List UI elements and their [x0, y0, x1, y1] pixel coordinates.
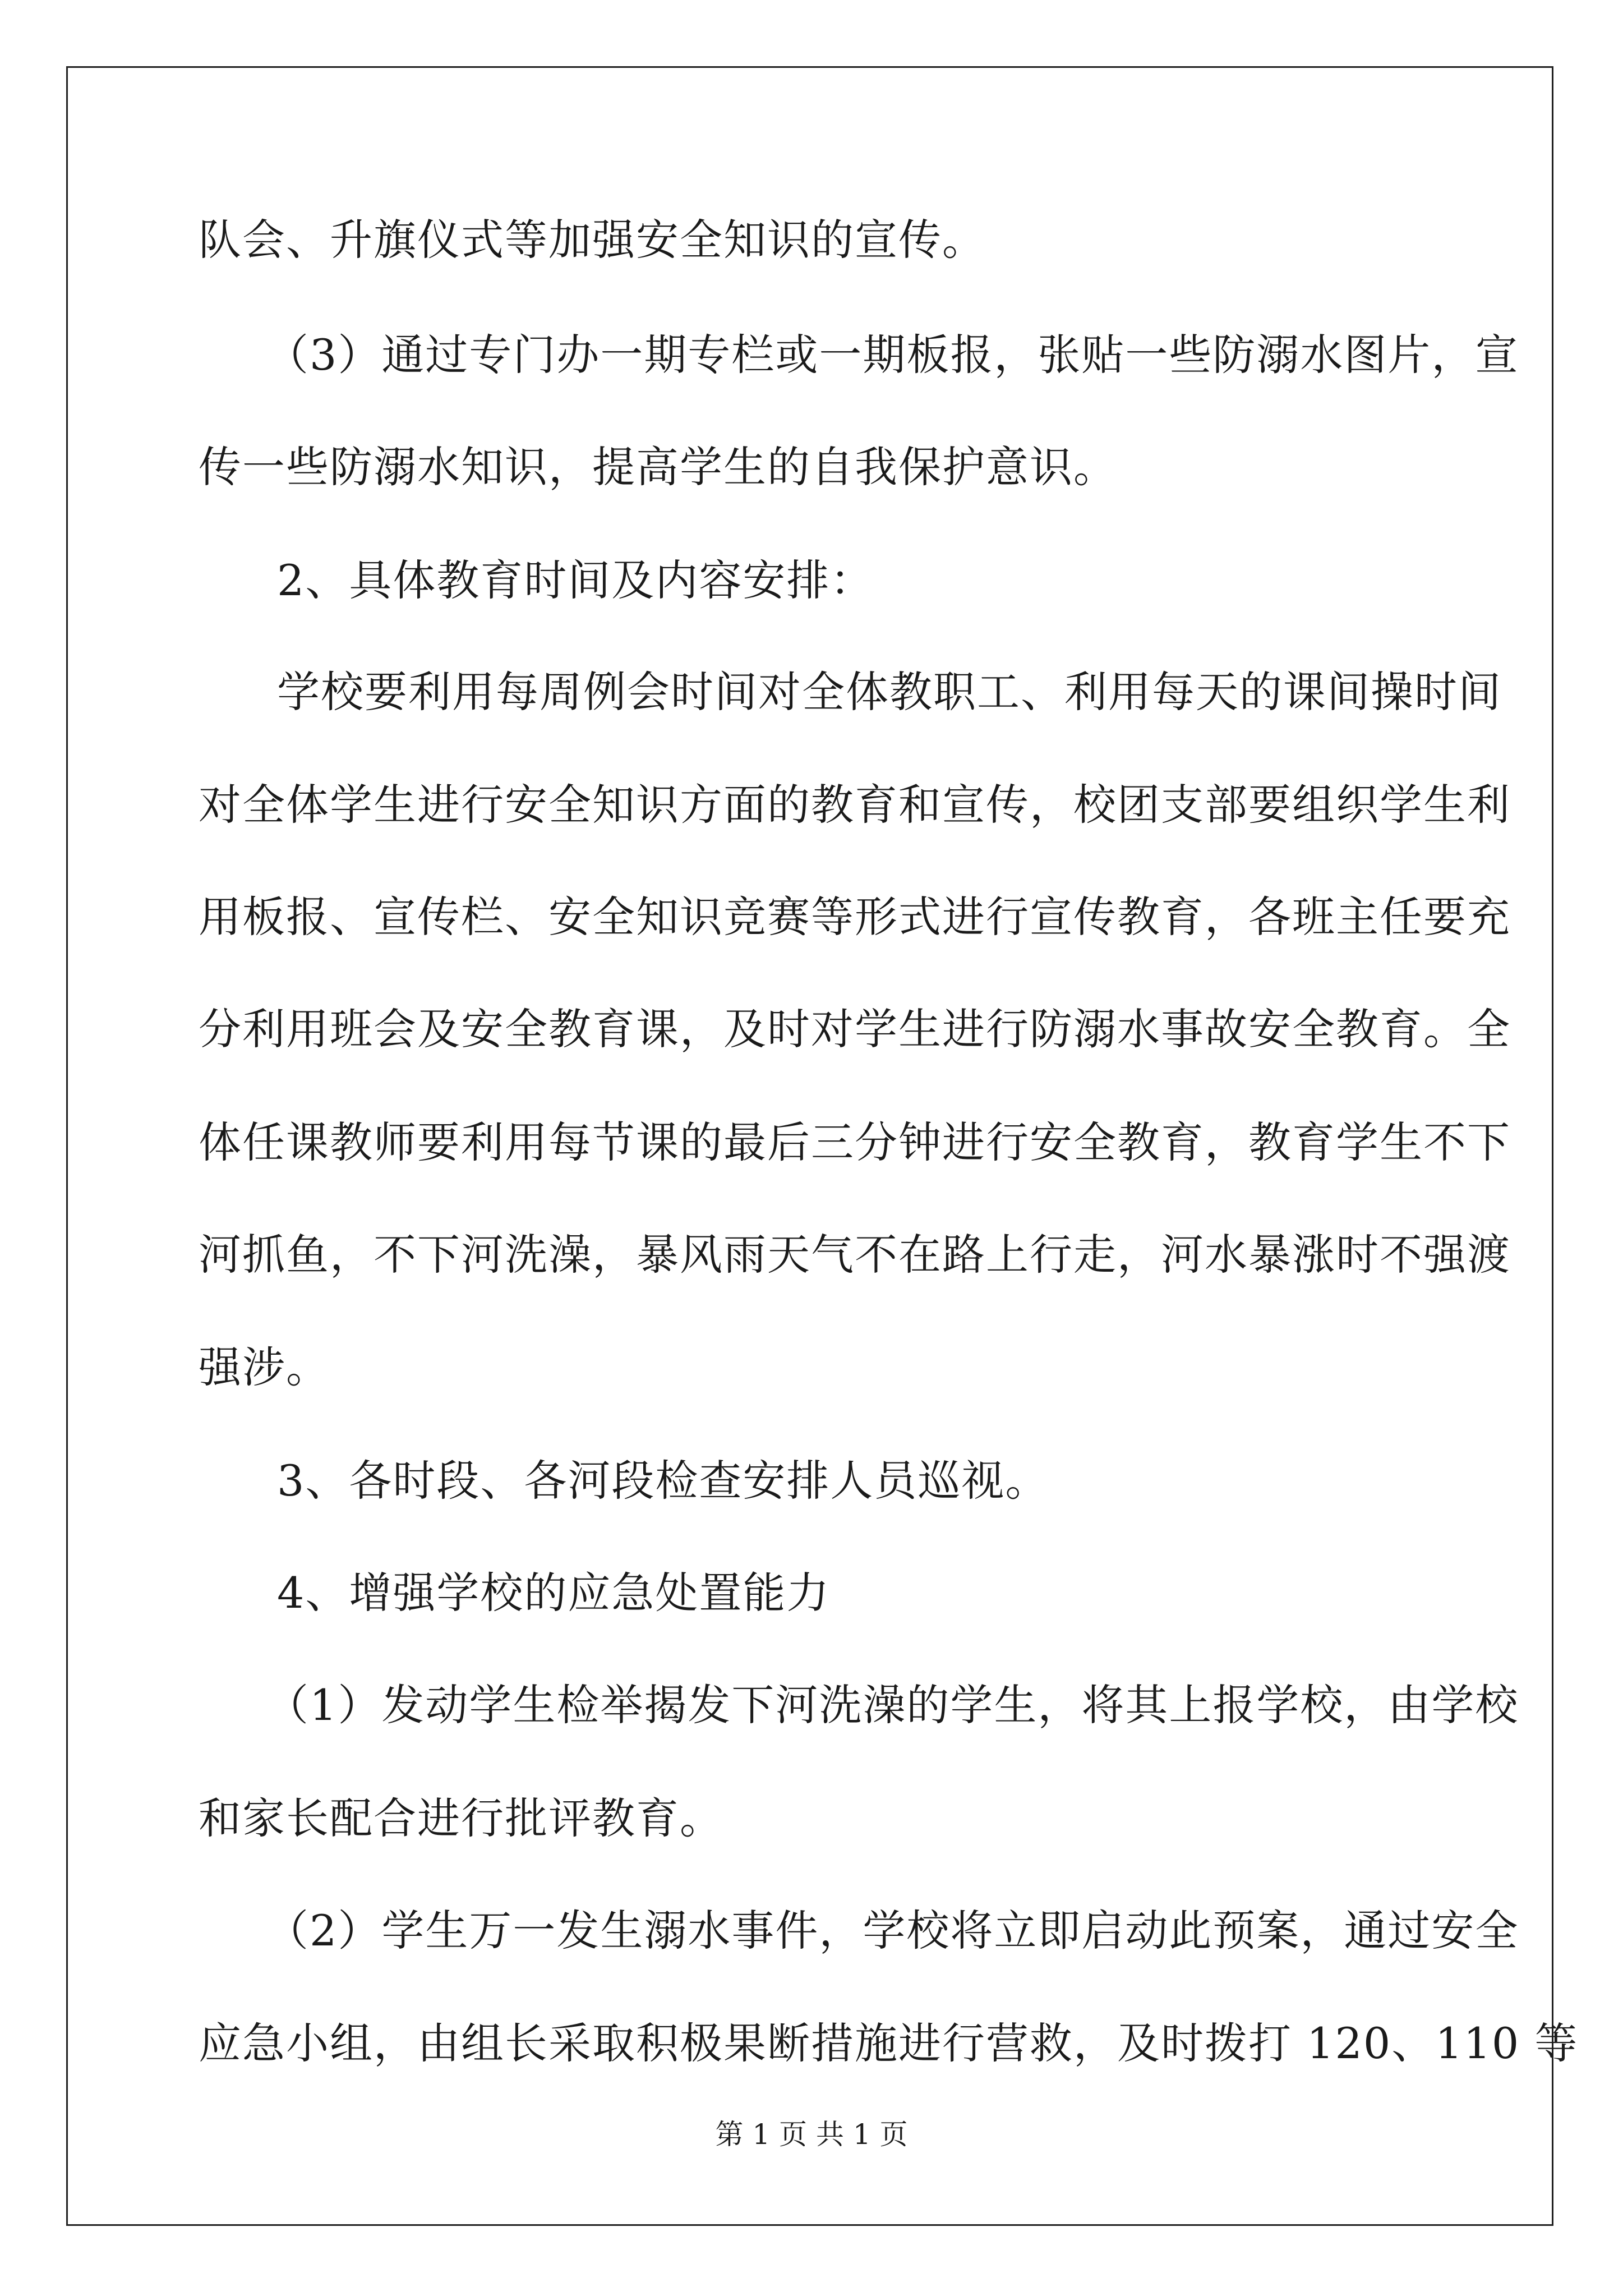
body-line-3: 传一些防溺水知识，提高学生的自我保护意识。: [199, 442, 1117, 492]
body-line-15: 和家长配合进行批评教育。: [199, 1793, 723, 1843]
body-line-6: 对全体学生进行安全知识方面的教育和宣传，校团支部要组织学生利: [199, 780, 1511, 830]
body-line-2: （3）通过专门办一期专栏或一期板报，张贴一些防溺水图片，宣: [266, 330, 1519, 380]
body-line-9: 体任课教师要利用每节课的最后三分钟进行安全教育，教育学生不下: [199, 1117, 1511, 1167]
body-line-8: 分利用班会及安全教育课，及时对学生进行防溺水事故安全教育。全: [199, 1004, 1511, 1054]
body-line-17: 应急小组，由组长采取积极果断措施进行营救，及时拨打 120、110 等: [199, 2018, 1579, 2068]
body-line-12: 3、各时段、各河段检查安排人员巡视。: [277, 1456, 1049, 1506]
body-line-7: 用板报、宣传栏、安全知识竞赛等形式进行宣传教育，各班主任要充: [199, 892, 1511, 942]
body-line-10: 河抓鱼，不下河洗澡，暴风雨天气不在路上行走，河水暴涨时不强渡: [199, 1230, 1511, 1280]
body-line-13: 4、增强学校的应急处置能力: [277, 1568, 831, 1618]
body-line-11: 强涉。: [199, 1342, 330, 1392]
body-line-14: （1）发动学生检举揭发下河洗澡的学生，将其上报学校，由学校: [266, 1680, 1519, 1730]
body-line-16: （2）学生万一发生溺水事件，学校将立即启动此预案，通过安全: [266, 1906, 1519, 1955]
body-line-1: 队会、升旗仪式等加强安全知识的宣传。: [199, 215, 986, 265]
page-footer: 第 1 页 共 1 页: [715, 2118, 908, 2151]
body-line-4: 2、具体教育时间及内容安排：: [277, 555, 874, 605]
body-line-5: 学校要利用每周例会时间对全体教职工、利用每天的课间操时间: [277, 667, 1502, 717]
